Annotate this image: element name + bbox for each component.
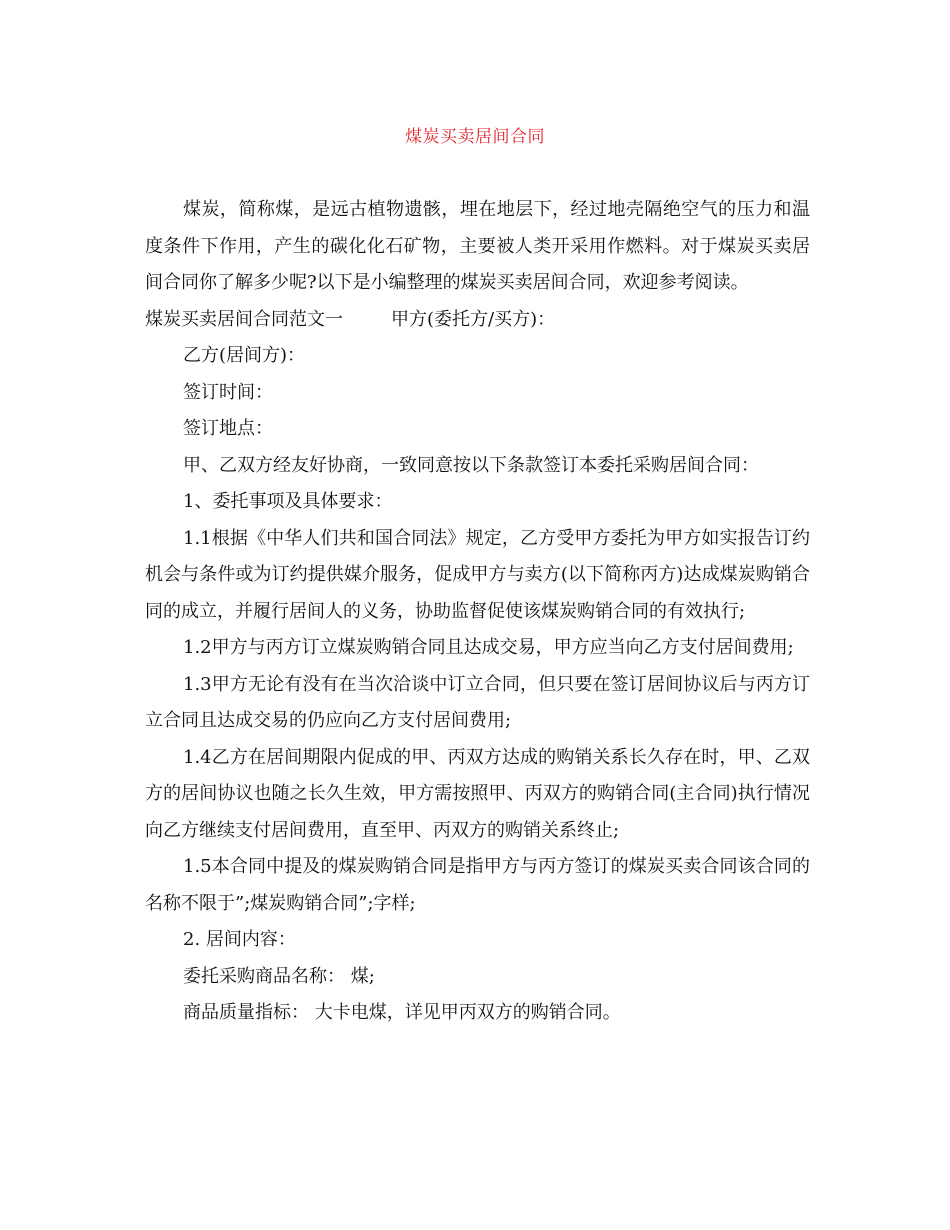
clause-1-1: 1.1根据《中华人们共和国合同法》规定，乙方受甲方委托为甲方如实报告订约机会与条件或为订约提供媒介服务，促成甲方与卖方(以下简称丙方)达成煤炭购销合同的成立，并履行居间人的义务，协助监督促使该煤炭购销合同的有效执行; <box>145 527 810 622</box>
section-1-title: 1、委托事项及具体要求： <box>183 491 393 512</box>
section-2-title: 2. 居间内容： <box>183 929 296 950</box>
sign-time-label: 签订时间： <box>183 381 273 403</box>
document-body <box>145 192 810 1032</box>
document-title: 煤炭买卖居间合同 <box>405 127 545 147</box>
goods-name-line: 委托采购商品名称： 煤; <box>183 965 375 987</box>
sign-place-label: 签订地点： <box>183 418 273 439</box>
quality-index-line: 商品质量指标： 大卡电煤，详见甲丙双方的购销合同。 <box>183 1002 621 1023</box>
intro-paragraph: 煤炭，简称煤，是远古植物遗骸，埋在地层下，经过地壳隔绝空气的压力和温度条件下作用，产生的碳化化石矿物，主要被人类开采用作燃料。对于煤炭买卖居间合同你了解多少呢?以下是小编整理的煤炭买卖居间合同，欢迎参考阅读。 <box>145 199 810 293</box>
sample-heading: 煤炭买卖居间合同范文一 <box>145 308 343 330</box>
preamble-paragraph: 甲、乙双方经友好协商，一致同意按以下条款签订本委托采购居间合同： <box>183 454 759 476</box>
clause-1-3: 1.3甲方无论有没有在当次洽谈中订立合同，但只要在签订居间协议后与丙方订立合同且达成交易的仍应向乙方支付居间费用; <box>145 673 810 731</box>
clause-1-2: 1.2甲方与丙方订立煤炭购销合同且达成交易，甲方应当向乙方支付居间费用; <box>183 637 794 658</box>
party-a-label: 甲方(委托方/买方)： <box>391 308 556 330</box>
clause-1-5: 1.5本合同中提及的煤炭购销合同是指甲方与丙方签订的煤炭买卖合同该合同的名称不限于”;煤炭购销合同”;字样; <box>145 856 810 914</box>
clause-1-4: 1.4乙方在居间期限内促成的甲、丙双方达成的购销关系长久存在时，甲、乙双方的居间协议也随之长久生效，甲方需按照甲、丙双方的购销合同(主合同)执行情况向乙方继续支付居间费用，直至甲、丙双方的购销关系终止; <box>145 746 810 841</box>
sample-heading-line <box>145 302 810 339</box>
party-b-label: 乙方(居间方)： <box>183 345 306 366</box>
